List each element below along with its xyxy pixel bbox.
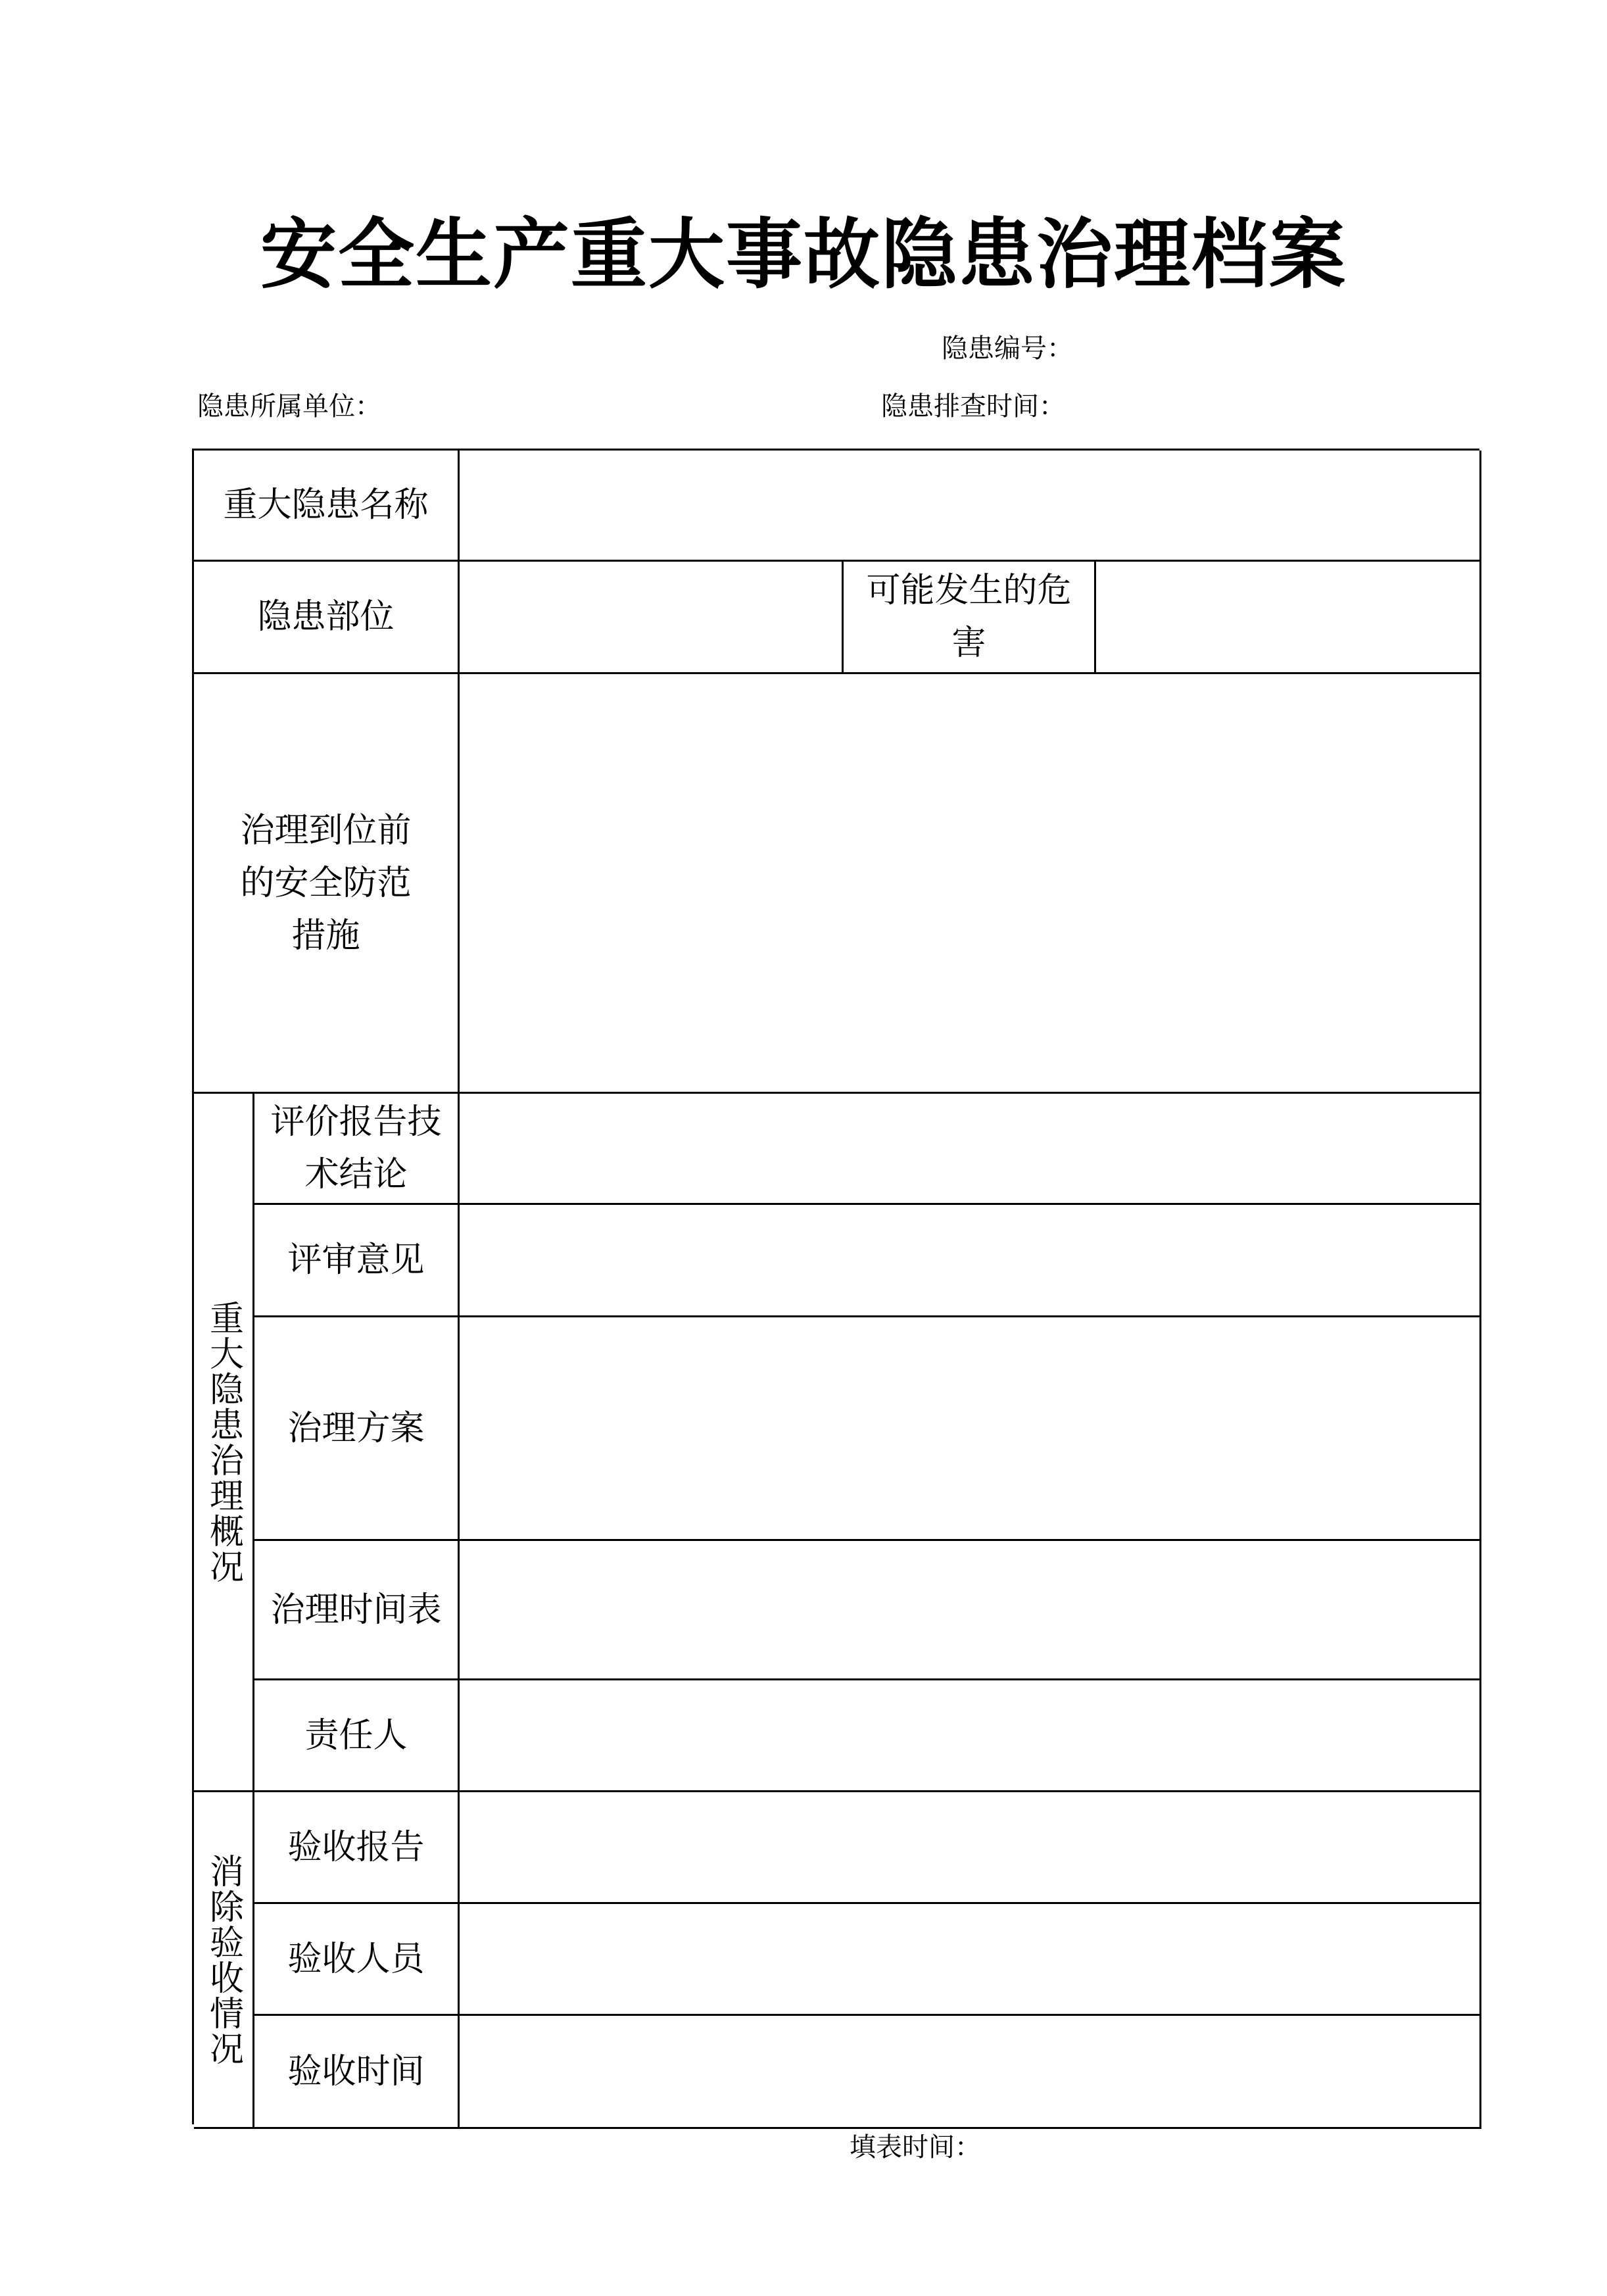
possible-harm-field[interactable] xyxy=(1096,562,1481,674)
acceptance-report-field[interactable] xyxy=(460,1792,1481,1904)
acceptance-report-label: 验收报告 xyxy=(254,1792,460,1904)
document-title: 安全生产重大事故隐患治理档案 xyxy=(260,210,1347,299)
remediation-schedule-label: 治理时间表 xyxy=(254,1541,460,1680)
responsible-person-field[interactable] xyxy=(460,1680,1481,1792)
hazard-name-field[interactable] xyxy=(460,451,1481,562)
acceptance-time-label: 验收时间 xyxy=(254,2016,460,2129)
remediation-plan-field[interactable] xyxy=(460,1317,1481,1541)
remediation-schedule-field[interactable] xyxy=(460,1541,1481,1680)
review-opinion-field[interactable] xyxy=(460,1205,1481,1317)
hazard-location-field[interactable] xyxy=(460,562,844,674)
remediation-plan-label: 治理方案 xyxy=(254,1317,460,1541)
overview-group-header xyxy=(194,1094,254,1792)
inspection-time-label: 隐患排查时间： xyxy=(881,391,1065,422)
safety-measures-label: 治理到位前的安全防范措施 xyxy=(194,674,460,1094)
acceptance-staff-field[interactable] xyxy=(460,1904,1481,2016)
responsible-person-label: 责任人 xyxy=(254,1680,460,1792)
hazard-unit-label: 隐患所属单位： xyxy=(197,391,381,422)
hazard-number-label: 隐患编号： xyxy=(942,333,1073,364)
acceptance-group-label: 消除验收情况 xyxy=(203,1853,243,2066)
fill-time-label: 填表时间： xyxy=(850,2132,981,2162)
eval-conclusion-field[interactable] xyxy=(460,1094,1481,1205)
acceptance-time-field[interactable] xyxy=(460,2016,1481,2129)
acceptance-staff-label: 验收人员 xyxy=(254,1904,460,2016)
acceptance-group-header xyxy=(194,1792,254,2129)
possible-harm-label: 可能发生的危害 xyxy=(844,562,1096,674)
hazard-record-table xyxy=(192,449,1479,2124)
overview-group-label: 重大隐患治理概况 xyxy=(203,1300,243,1584)
hazard-name-label: 重大隐患名称 xyxy=(194,451,460,562)
eval-conclusion-label: 评价报告技术结论 xyxy=(254,1094,460,1205)
safety-measures-field[interactable] xyxy=(460,674,1481,1094)
review-opinion-label: 评审意见 xyxy=(254,1205,460,1317)
hazard-location-label: 隐患部位 xyxy=(194,562,460,674)
